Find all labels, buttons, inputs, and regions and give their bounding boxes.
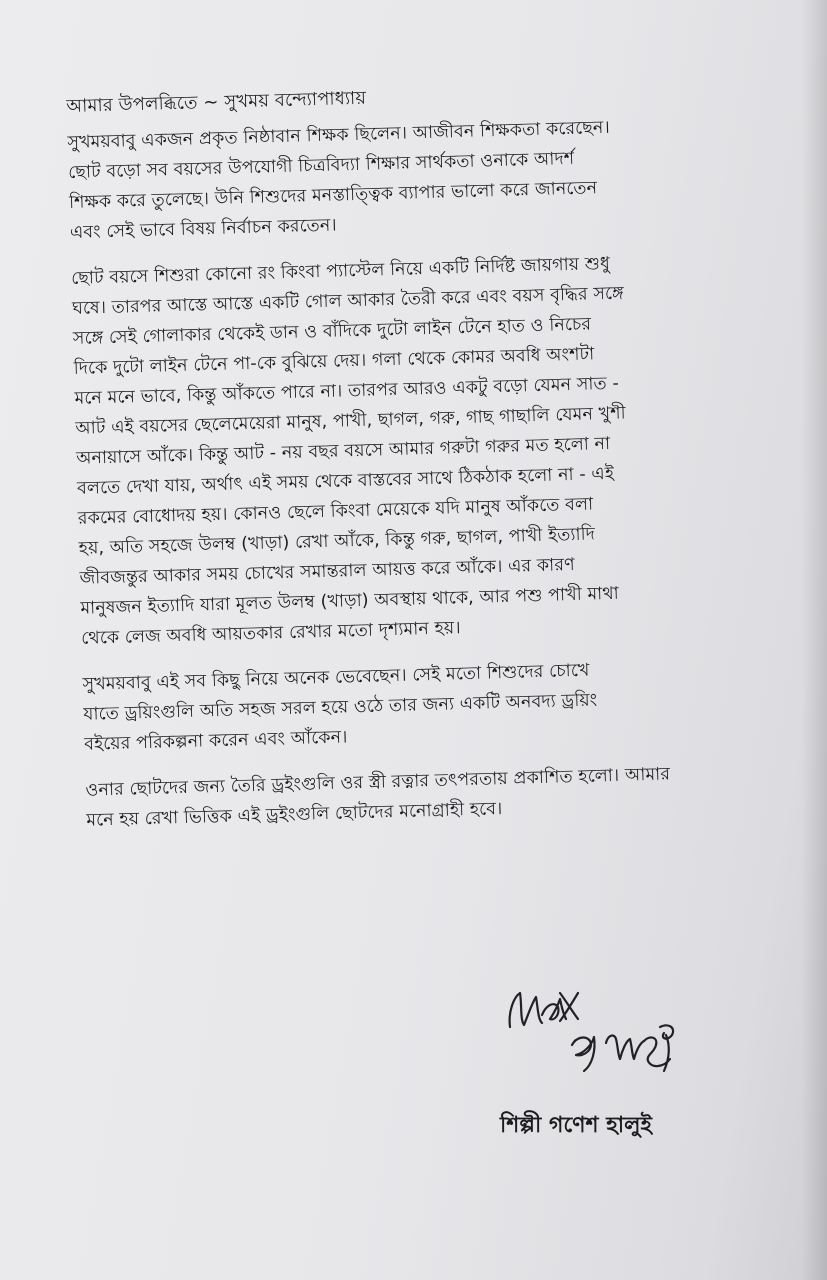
text-line: মনে মনে ভাবে, কিন্তু আঁকতে পারে না। তারপর আরও একটু বড়ো যেমন সাত -	[74, 373, 620, 409]
artist-name: শিল্পী গণেশ হালুই	[500, 1113, 652, 1138]
text-line: ছোট বড়ো সব বয়সের উপযোগী চিত্রবিদ্যা শিক্ষার সার্থকতা ওনাকে আদর্শ	[67, 148, 575, 183]
text-line: মনে হয় রেখা ভিত্তিক এই ড্রইংগুলি ছোটদের মনোগ্রাহী হবে।	[86, 799, 503, 831]
text-line: হয়, অতি সহজে উলম্ব (খাড়া) রেখা আঁকে, কিন্তু গরু, ছাগল, পাখী ইত্যাদি	[78, 524, 596, 559]
text-line: ওনার ছোটদের জন্য তৈরি ড্রইংগুলি ওর স্ত্রী রত্নার তৎপরতায় প্রকাশিত হলো। আমার	[85, 764, 671, 801]
paragraph-3	[82, 653, 696, 760]
text-line: ছোট বয়সে শিশুরা কোনো রং কিংবা প্যাস্টেল নিয়ে একটি নির্দিষ্ট জায়গায় শুধু	[70, 253, 611, 289]
text-line: রকমের বোধোদয় হয়। কোনও ছেলে কিংবা মেয়েকে যদি মানুষ আঁকতে বলা	[77, 494, 594, 529]
paragraph-2	[71, 247, 694, 654]
text-line: শিক্ষক করে তুলেছে। উনি শিশুদের মনস্তাত্ত্বিক ব্যাপার ভালো করে জানতেন	[68, 178, 598, 213]
text-line: মানুষজন ইত্যাদি যারা মূলত উলম্ব (খাড়া) অবস্থায় থাকে, আর পশু পাখী মাথা	[80, 583, 620, 619]
paragraph-4	[85, 759, 698, 836]
text-line: থেকে লেজ অবধি আয়তকার রেখার মতো দৃশ্যমান হয়।	[80, 618, 461, 649]
text-line: সঙ্গে সেই গোলাকার থেকেই ডান ও বাঁদিকে দুটো লাইন টেনে হাত ও নিচের	[72, 314, 592, 349]
text-line: যাতে ড্রয়িংগুলি অতি সহজ সরল হয়ে ওঠে তার জন্য একটি অনবদ্য ড্রয়িং	[83, 690, 598, 725]
text-line: অনায়াসে আঁকে। কিন্তু আট - নয় বছর বয়সে আমার গরুটা গরুর মত হলো না	[75, 433, 611, 469]
text-line: সুখময়বাবু একজন প্রকৃত নিষ্ঠাবান শিক্ষক ছিলেন। আজীবন শিক্ষকতা করেছেন।	[67, 117, 611, 153]
text-line: এবং সেই ভাবে বিষয় নির্বাচন করতেন।	[69, 215, 338, 243]
text-line: দিকে দুটো লাইন টেনে পা-কে বুঝিয়ে দেয়। গলা থেকে কোমর অবধি অংশটা	[73, 344, 595, 379]
text-line: আট এই বয়সের ছেলেমেয়েরা মানুষ, পাখী, ছাগল, গরু, গাছ গাছালি যেমন খুশী	[75, 403, 626, 439]
paragraph-1	[67, 111, 682, 248]
page-edge-shadow	[801, 0, 827, 1280]
handwritten-signature	[480, 975, 700, 1085]
text-line: বইয়ের পরিকল্পনা করেন এবং আঁকেন।	[83, 727, 348, 755]
text-block	[66, 75, 699, 852]
text-line: বলতে দেখা যায়, অর্থাৎ এই সময় থেকে বাস্তবের সাথে ঠিকঠাক হলো না - এই	[76, 463, 615, 499]
text-line: সুখময়বাবু এই সব কিছু নিয়ে অনেক ভেবেছেন। সেই মতো শিশুদের চোখে	[82, 660, 590, 695]
heading: আমার উপলব্ধিতে ~ সুখময় বন্দ্যোপাধ্যায়	[66, 87, 367, 117]
text-line: জীবজন্তুর আকার সময় চোখের সমান্তরাল আয়ত্ত করে আঁকে। এর কারণ	[79, 554, 576, 589]
text-line: ঘষে। তারপর আস্তে আস্তে একটি গোল আকার তৈরী করে এবং বয়স বৃদ্ধির সঙ্গে	[71, 283, 625, 319]
